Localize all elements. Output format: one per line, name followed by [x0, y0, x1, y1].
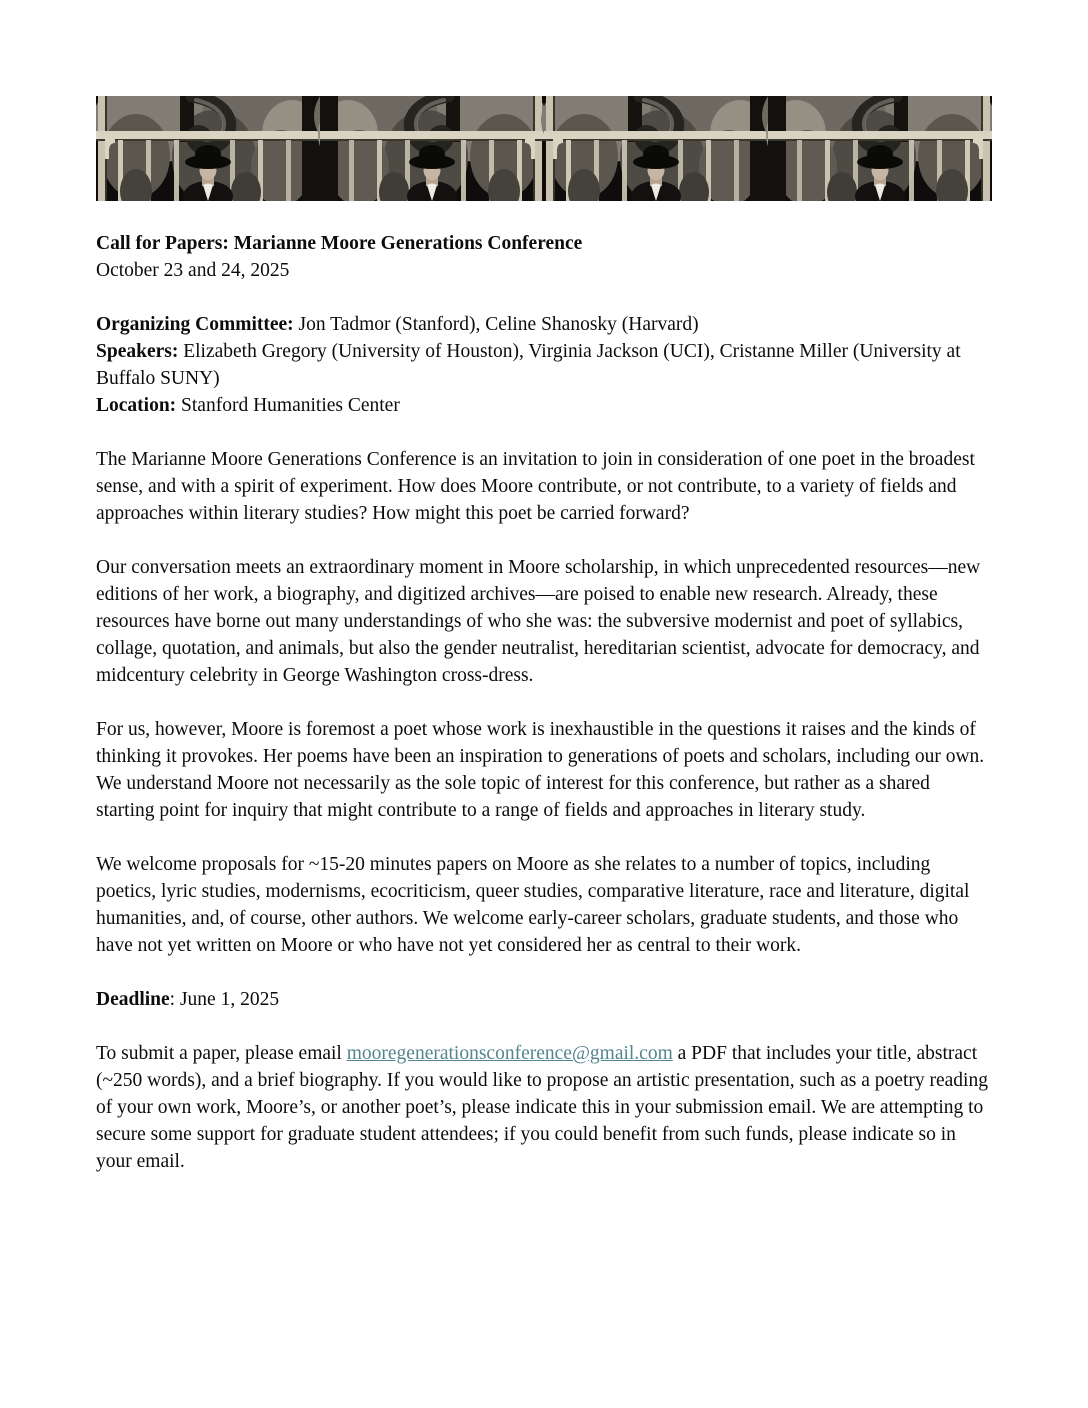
deadline-line: [96, 986, 992, 1013]
document-body: [96, 230, 992, 1175]
title-block: [96, 230, 992, 284]
email-link[interactable]: mooregenerationsconference@gmail.com: [346, 1043, 673, 1064]
location-label: Location:: [96, 395, 177, 416]
page-title: Call for Papers: Marianne Moore Generations Conference: [96, 233, 583, 254]
paragraph-scholarship: Our conversation meets an extraordinary moment in Moore scholarship, in which unprecedented resources—new editions of her work, a biography, and digitized archives—are poised to enable new research. Already, these resources have borne out many understandings of who she was: the subversive modernist and poet of syllabics, collage, quotation, and animals, but also the gender neutralist, hereditarian scientist, advocate for democracy, and midcentury celebrity in George Washington cross-dress.: [96, 557, 981, 686]
paragraph-inexhaustible: For us, however, Moore is foremost a poet whose work is inexhaustible in the questions it raises and the kinds of thinking it provokes. Her poems have been an inspiration to generations of poets and scholars, including our own. We understand Moore not necessarily as the sole topic of interest for this conference, but rather as a shared starting point for inquiry that might contribute to a range of fields and approaches in literary study.: [96, 719, 985, 821]
organizing-committee-label: Organizing Committee:: [96, 314, 294, 335]
deadline-value: : June 1, 2025: [169, 989, 280, 1010]
paragraph-invitation: The Marianne Moore Generations Conference is an invitation to join in consideration of one poet in the broadest sense, and with a spirit of experiment. How does Moore contribute, or not contribute, to a variety of fields and approaches within literary studies? How might this poet be carried forward?: [96, 449, 975, 524]
submission-text-before: To submit a paper, please email: [96, 1043, 347, 1064]
conference-details: [96, 311, 992, 419]
organizing-committee-value: Jon Tadmor (Stanford), Celine Shanosky (Harvard): [293, 314, 699, 335]
location-value: Stanford Humanities Center: [176, 395, 400, 416]
paragraph-submission: [96, 1040, 992, 1175]
banner-image: [96, 96, 992, 201]
speakers-label: Speakers:: [96, 341, 179, 362]
document-page: [96, 0, 992, 1175]
moore-elephants-photo-strip: [96, 96, 992, 201]
paragraph-proposals: We welcome proposals for ~15-20 minutes papers on Moore as she relates to a number of topics, including poetics, lyric studies, modernisms, ecocriticism, queer studies, comparative literature, race and literature, digital humanities, and, of course, other authors. We welcome early-career scholars, graduate students, and those who have not yet written on Moore or who have not yet considered her as central to their work.: [96, 854, 970, 956]
date-line: October 23 and 24, 2025: [96, 260, 290, 281]
deadline-label: Deadline: [96, 989, 170, 1010]
speakers-value: Elizabeth Gregory (University of Houston), Virginia Jackson (UCI), Cristanne Miller (University at Buffalo SUNY): [96, 341, 961, 389]
submission-text-after: a PDF that includes your title, abstract (~250 words), and a brief biography. If you would like to propose an artistic presentation, such as a poetry reading of your own work, Moore’s, or another poet’s, please indicate this in your submission email. We are attempting to secure some support for graduate student attendees; if you could benefit from such funds, please indicate so in your email.: [96, 1043, 988, 1172]
